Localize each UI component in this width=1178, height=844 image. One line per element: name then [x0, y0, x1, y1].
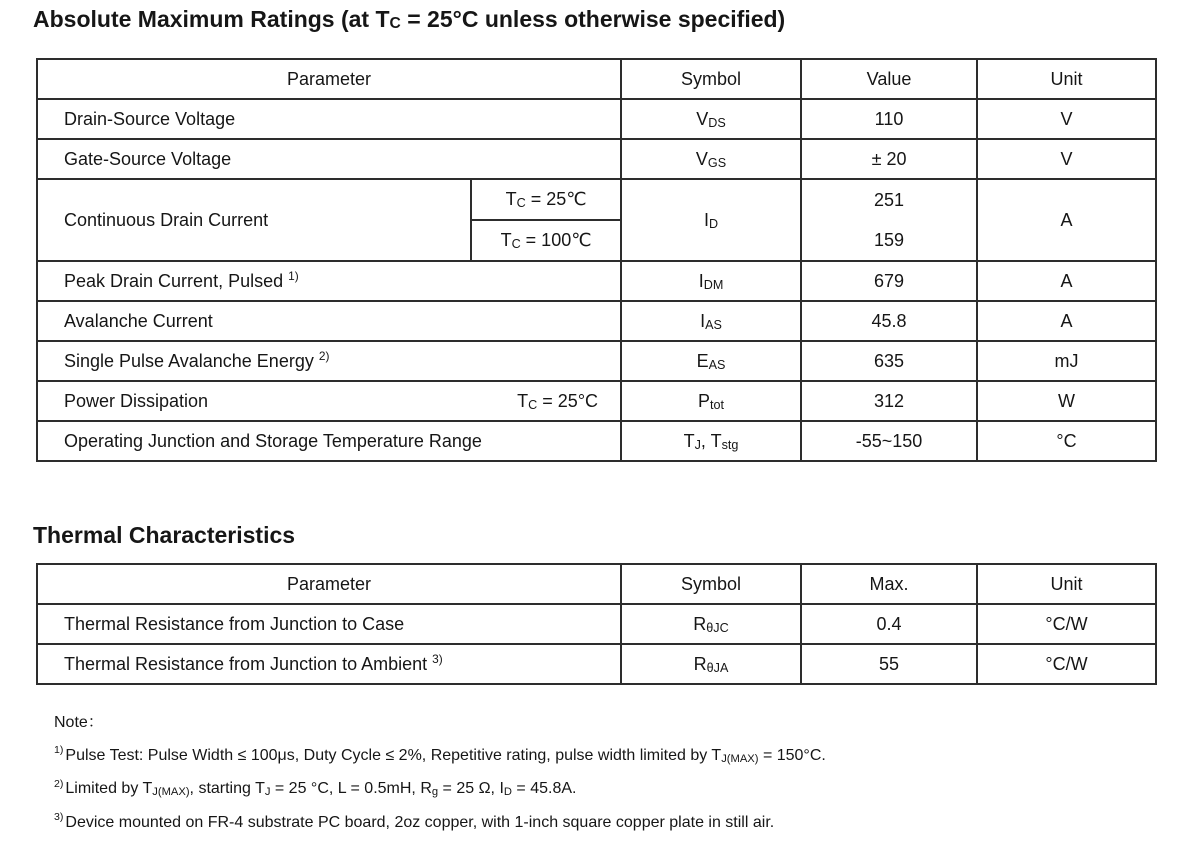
parameter-label: Power Dissipation: [64, 390, 209, 411]
parameter-cell: Single Pulse Avalanche Energy $^{2)}$: [37, 341, 621, 381]
unit-cell: °C/W: [977, 644, 1156, 684]
value-cell: 312: [801, 381, 977, 421]
parameter-cell: Operating Junction and Storage Temperature Range: [37, 421, 621, 461]
condition-cell: $T_C$ = 25℃: [471, 179, 621, 220]
value-cell: 679: [801, 261, 977, 301]
column-header-unit: Unit: [977, 564, 1156, 604]
value-cell: 45.8: [801, 301, 977, 341]
symbol-cell: $R_{\theta JC}$: [621, 604, 801, 644]
parameter-with-condition: [64, 391, 620, 412]
column-header-symbol: Symbol: [621, 59, 801, 99]
unit-cell: mJ: [977, 341, 1156, 381]
unit-cell: A: [977, 179, 1156, 261]
symbol-cell: $V_{DS}$: [621, 99, 801, 139]
parameter-cell: Thermal Resistance from Junction to Ambient $^{3)}$: [37, 644, 621, 684]
parameter-cell: Avalanche Current: [37, 301, 621, 341]
absolute-maximum-ratings-table: [36, 58, 1157, 462]
value-cell: 0.4: [801, 604, 977, 644]
value-cell: 635: [801, 341, 977, 381]
note-line-3: $^{3)}$ Device mounted on FR-4 substrate PC board, 2oz copper, with 1-inch square copper plate in still air.: [54, 811, 775, 831]
symbol-cell: $E_{AS}$: [621, 341, 801, 381]
symbol-cell: $P_{tot}$: [621, 381, 801, 421]
thermal-characteristics-table: [36, 563, 1157, 685]
symbol-cell: $I_{AS}$: [621, 301, 801, 341]
symbol-cell: $I_{DM}$: [621, 261, 801, 301]
value-cell: -55~150: [801, 421, 977, 461]
table-row: [37, 301, 1156, 341]
note-label: Note：: [54, 714, 104, 731]
table-row: [37, 644, 1156, 684]
notes-section: [54, 707, 826, 839]
parameter-cell: Continuous Drain Current: [37, 179, 471, 261]
page-title-absolute-maximum-ratings: Absolute Maximum Ratings (at $T_C = 25^\circ C$ unless otherwise specified): [33, 6, 786, 33]
value-cell: ± 20: [801, 139, 977, 179]
symbol-cell: $T_J$, $T_{stg}$: [621, 421, 801, 461]
note-line-1: $^{1)}$ Pulse Test: Pulse Width ≤ 100μs, Duty Cycle ≤ 2%, Repetitive rating, pulse width limited by $T_{J(MAX)} = 150^\circ C$.: [54, 744, 826, 765]
value-cell: 55: [801, 644, 977, 684]
note-line-2: $^{2)}$ Limited by $T_{J(MAX)}$, starting $T_J = 25$ °C, L = 0.5mH, $R_g = 25$ Ω, $I_D = 45.8A$.: [54, 777, 577, 799]
parameter-cell: Thermal Resistance from Junction to Case: [37, 604, 621, 644]
parameter-cell: Gate-Source Voltage: [37, 139, 621, 179]
table-row: [37, 604, 1156, 644]
condition-cell: $T_C$ = 100℃: [471, 220, 621, 261]
table-row: [37, 261, 1156, 301]
symbol-cell: $R_{\theta JA}$: [621, 644, 801, 684]
unit-cell: °C: [977, 421, 1156, 461]
unit-cell: V: [977, 139, 1156, 179]
column-header-unit: Unit: [977, 59, 1156, 99]
unit-cell: W: [977, 381, 1156, 421]
value-cell: [801, 179, 977, 261]
table-row: [37, 341, 1156, 381]
table-row: [37, 179, 1156, 220]
column-header-max: Max.: [801, 564, 977, 604]
value-cell: 110: [801, 99, 977, 139]
unit-cell: A: [977, 301, 1156, 341]
unit-cell: A: [977, 261, 1156, 301]
symbol-cell: $V_{GS}$: [621, 139, 801, 179]
table-row: [37, 139, 1156, 179]
parameter-cell: Drain-Source Voltage: [37, 99, 621, 139]
column-header-parameter: Parameter: [37, 564, 621, 604]
page-title-thermal-characteristics: Thermal Characteristics: [33, 522, 296, 548]
column-header-value: Value: [801, 59, 977, 99]
value-line: 159: [873, 230, 905, 250]
unit-cell: °C/W: [977, 604, 1156, 644]
table-header-row: [37, 564, 1156, 604]
table-row: [37, 381, 1156, 421]
value-line: 251: [873, 190, 905, 210]
column-header-parameter: Parameter: [37, 59, 621, 99]
symbol-cell: $I_D$: [621, 179, 801, 261]
parameter-cell: [37, 381, 621, 421]
unit-cell: V: [977, 99, 1156, 139]
condition-label: $T_C = 25^\circ C$: [517, 390, 599, 412]
table-row: [37, 99, 1156, 139]
table-header-row: [37, 59, 1156, 99]
column-header-symbol: Symbol: [621, 564, 801, 604]
parameter-cell: Peak Drain Current, Pulsed $^{1)}$: [37, 261, 621, 301]
table-row: [37, 421, 1156, 461]
